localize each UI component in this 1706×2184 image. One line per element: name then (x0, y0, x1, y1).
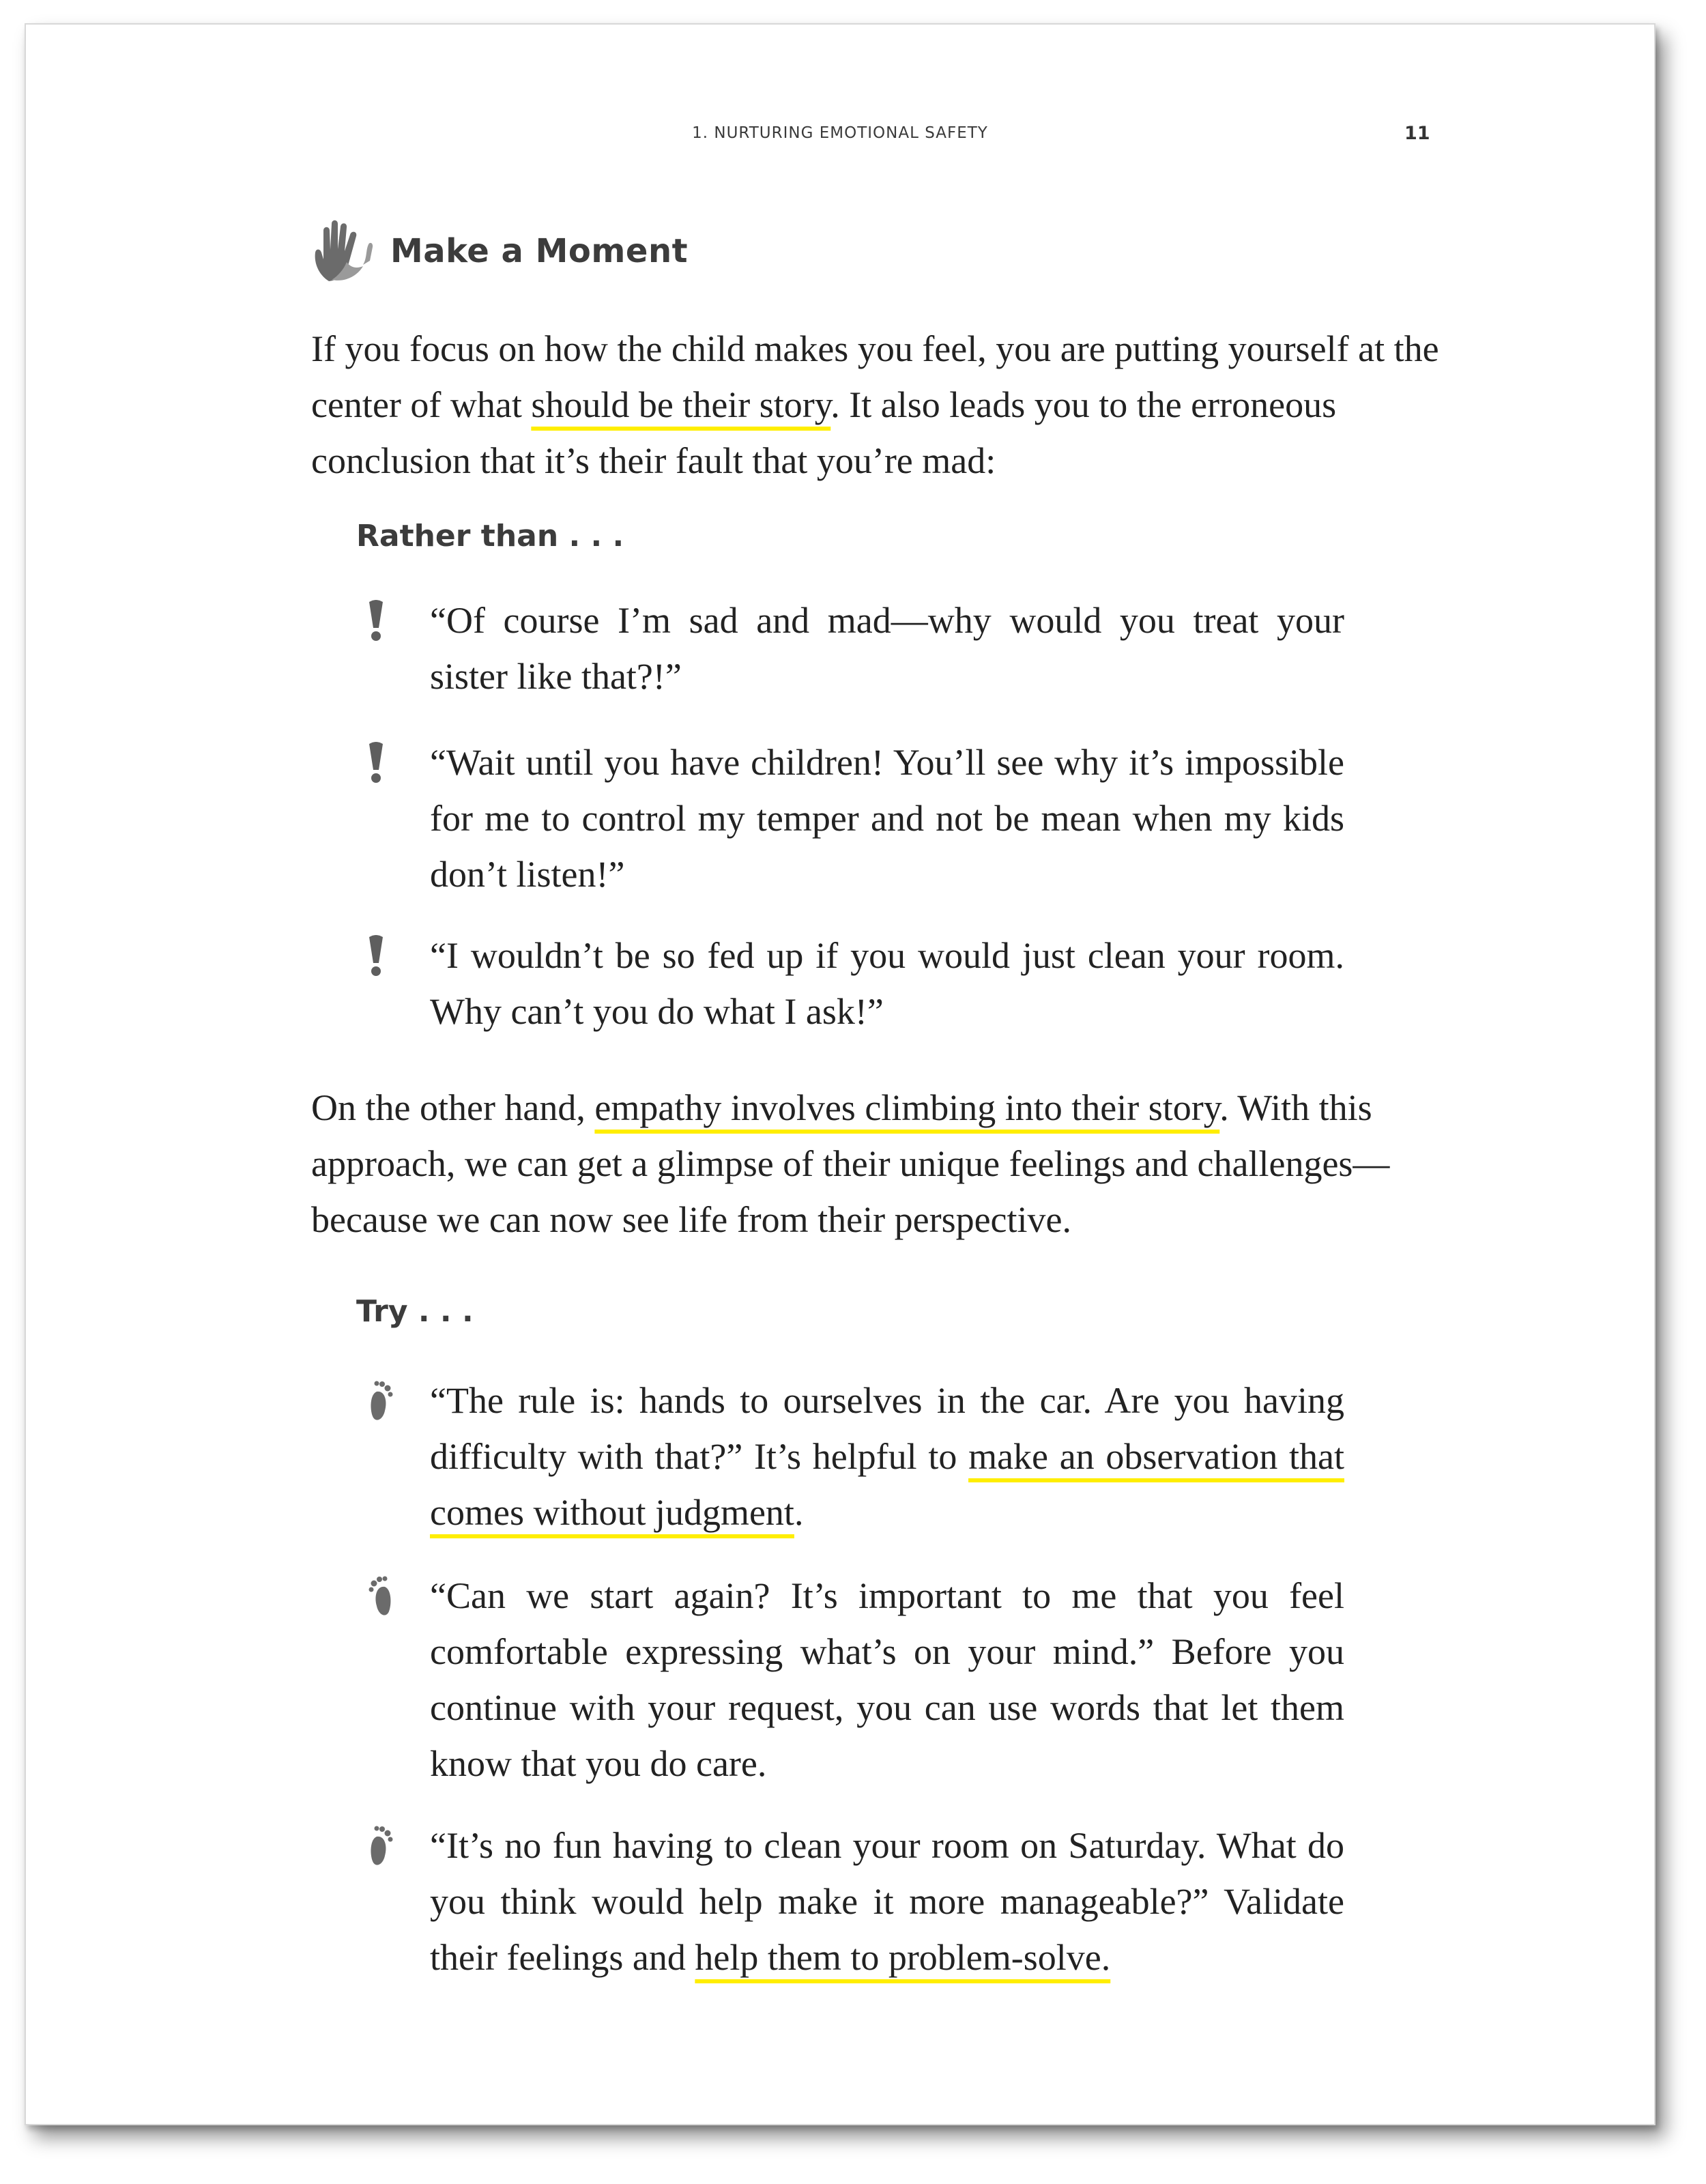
book-page (25, 23, 1656, 2125)
highlighted-text: make an observation that comes without judgment (430, 1436, 1344, 1533)
highlighted-text: should be their story (531, 384, 831, 425)
section-heading (308, 217, 688, 285)
hand-icon (308, 217, 379, 285)
list-item-text: “Of course I’m sad and mad—why would you treat your sister like that?!” (430, 600, 1344, 697)
highlighted-text: empathy involves climbing into their story (594, 1087, 1220, 1128)
paragraph-1 (311, 321, 1447, 489)
exclamation-icon (367, 934, 385, 978)
section-title: Make a Moment (390, 232, 689, 270)
list-item-text-start: “It’s no fun having to clean your room on Saturday. What do you think would help make it more manageable?” Validate their feelings and (430, 1825, 1344, 1978)
running-title: 1. NURTURING EMOTIONAL SAFETY (692, 124, 988, 142)
list-item-text: “I wouldn’t be so fed up if you would just clean your room. Why can’t you do what I ask!” (430, 935, 1344, 1032)
list-item-text-start: “Can we start again? It’s important to me that you feel comfortable expressing what’s on your mind.” Before you continue with your request, you can use words that let them know that you do care. (430, 1575, 1344, 1784)
list-item-text-end: . (794, 1492, 804, 1533)
paragraph-2-text: On the other hand, (311, 1087, 595, 1128)
list-item (360, 592, 1343, 704)
list-item-text: “Wait until you have children! You’ll see why it’s impossible for me to control my temper and not be mean when my kids don’t listen!” (430, 742, 1344, 895)
highlighted-text: help them to problem-solve. (695, 1937, 1111, 1978)
list-item (360, 1568, 1343, 1792)
list-item-text-start: “The rule is: hands to ourselves in the car. Are you having difficulty with that?” It’s helpful to (430, 1380, 1344, 1477)
list-item (360, 1817, 1343, 1985)
footprint-icon (367, 1575, 394, 1620)
paragraph-1-text: If you focus on how the child makes you feel, you are putting yourself at the center of what (311, 328, 1439, 425)
paragraph-2-text-end: . With this approach, we can get a glimpse of their unique feelings and challenges—because we can now see life from their perspective. (311, 1087, 1390, 1240)
footprint-icon (367, 1379, 394, 1424)
paragraph-2 (311, 1080, 1447, 1248)
list-item (360, 734, 1343, 902)
list-item-text (430, 1568, 1344, 1792)
list-item-text (430, 1817, 1344, 1985)
paragraph-1-text-end: . It also leads you to the erroneous conclusion that it’s their fault that you’re mad: (311, 384, 1337, 481)
page-number: 11 (1404, 123, 1430, 144)
footprint-icon (367, 1824, 394, 1869)
list-item (360, 928, 1343, 1039)
exclamation-icon (367, 599, 385, 643)
try-label: Try . . . (356, 1294, 474, 1329)
rather-than-label: Rather than . . . (356, 519, 624, 554)
list-item-text (430, 1373, 1344, 1540)
list-item (360, 1373, 1343, 1540)
exclamation-icon (367, 741, 385, 785)
